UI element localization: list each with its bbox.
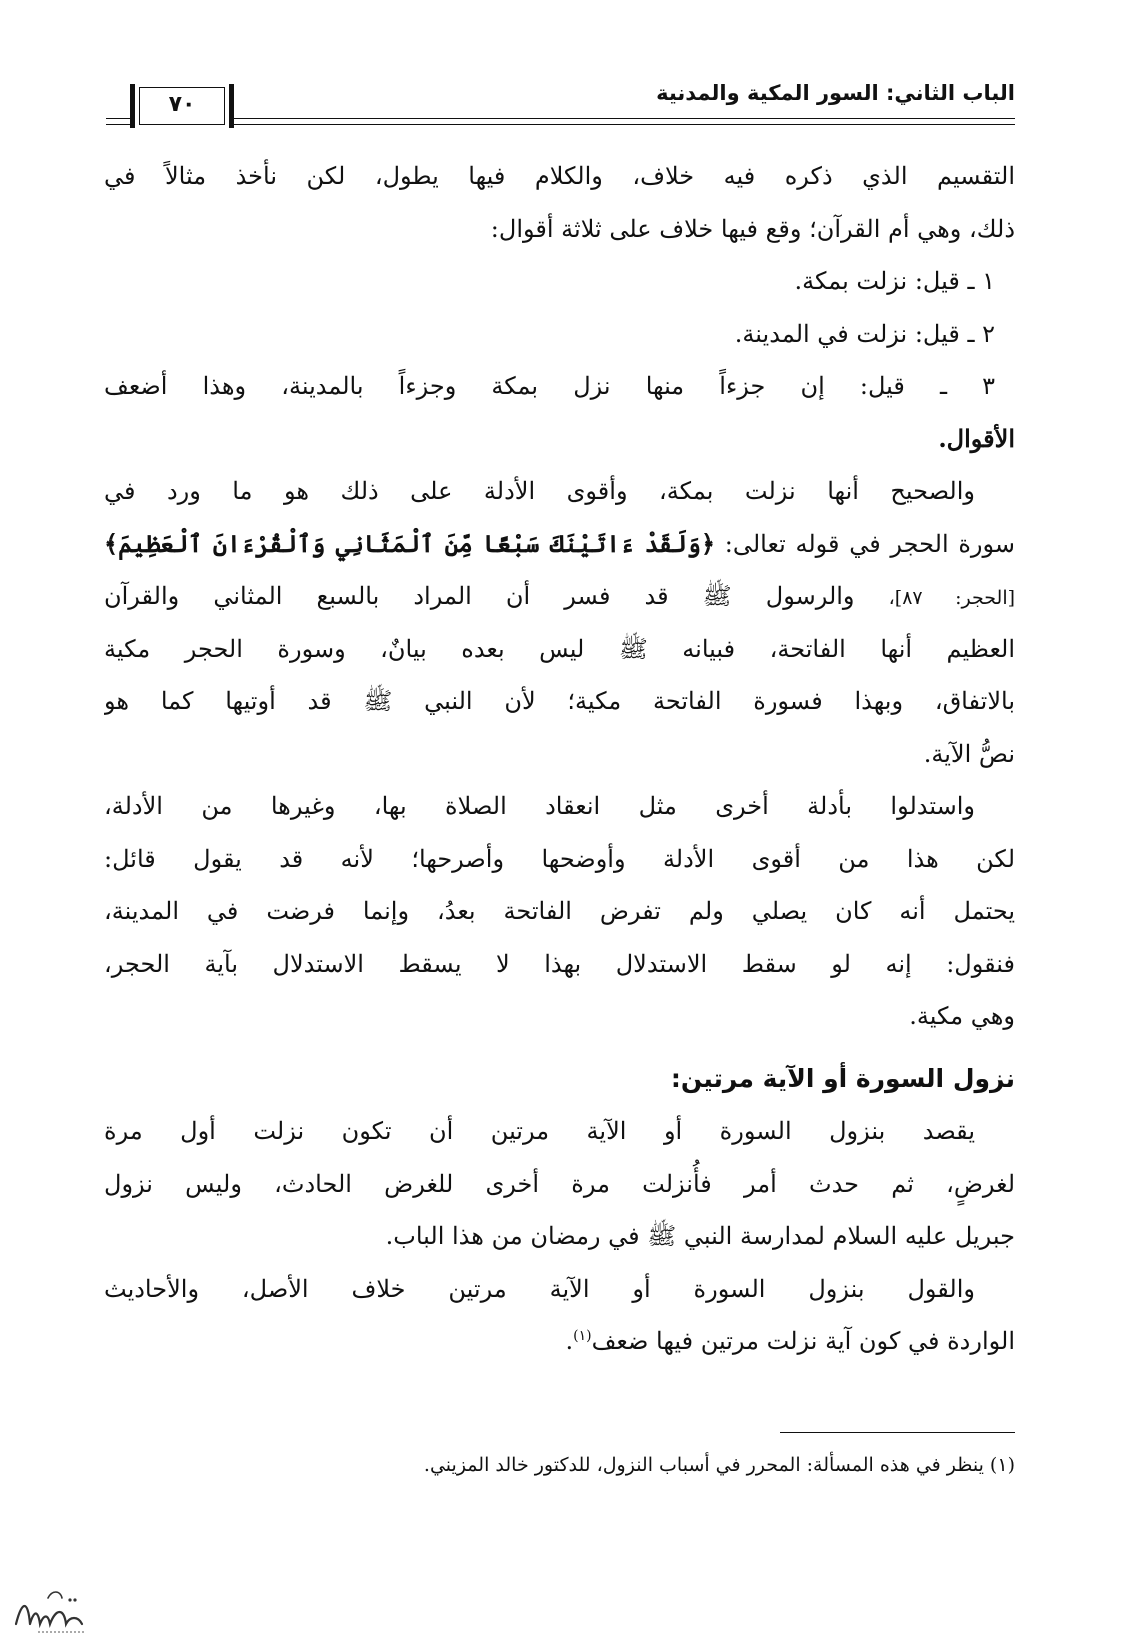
quran-verse: ﴿وَلَقَدْ ءَاتَيْنَكَ سَبْعًا مِّنَ ٱلْمَثَانِي وَٱلْقُرْءَانَ ٱلْعَظِيمَ﴾ [104,528,716,558]
list-item: ١ ـ قيل: نزلت بمكة. [794,267,995,295]
paragraph-line: بالاتفاق، وبهذا فسورة الفاتحة مكية؛ لأن النبي ﷺ قد أوتيها كما هو [104,687,1015,715]
chapter-title: الباب الثاني: السور المكية والمدنية [656,81,1015,105]
paragraph-line: نصُّ الآية. [923,739,1015,768]
list-item: ٣ ـ قيل: إن جزءاً منها نزل بمكة وجزءاً بالمدينة، وهذا أضعف [104,372,996,400]
paragraph-line: والقول بنزول السورة أو الآية مرتين خلاف الأصل، والأحاديث [104,1274,975,1303]
page-number-box [130,84,234,128]
paragraph-line: فنقول: إنه لو سقط الاستدلال بهذا لا يسقط الاستدلال بآية الحجر، [104,949,1015,978]
footnote-separator [780,1432,1015,1433]
paragraph-line: الأقوال. [938,423,1015,453]
section-heading: نزول السورة أو الآية مرتين: [670,1063,1015,1093]
paragraph-line: التقسيم الذي ذكره فيه خلاف، والكلام فيها يطول، لكن نأخذ مثالاً في [104,162,1015,190]
list-item: ٢ ـ قيل: نزلت في المدينة. [734,319,995,348]
paragraph-line [104,1315,1015,1368]
paragraph-line: والصحيح أنها نزلت بمكة، وأقوى الأدلة على ذلك هو ما ورد في [104,477,976,505]
page-body [104,150,1015,1368]
paragraph-text: الواردة في كون آية نزلت مرتين فيها ضعف [591,1327,1015,1355]
paragraph-line: واستدلوا بأدلة أخرى مثل انعقاد الصلاة بها، وغيرها من الأدلة، [104,792,975,820]
paragraph-line: لكن هذا من أقوى الأدلة وأوضحها وأصرحها؛ لأنه قد يقول قائل: [104,844,1015,873]
paragraph-line: يحتمل أنه كان يصلي ولم تفرض الفاتحة بعدُ، وإنما فرضت في المدينة، [104,897,1015,925]
footnote-reference[interactable]: (١) [573,1328,592,1344]
spacer [104,1043,1015,1053]
paragraph-line: وهي مكية. [909,1002,1015,1030]
footnote: (١) ينظر في هذه المسألة: المحرر في أسباب النزول، للدكتور خالد المزيني. [423,1454,1015,1476]
paragraph-line: العظيم أنها الفاتحة، فبيانه ﷺ ليس بعده بيانٌ، وسورة الحجر مكية [104,634,1015,663]
header-rule-bottom [106,124,1015,125]
page-header [106,78,1015,132]
paragraph-line: لغرضٍ، ثم حدث أمر فأُنزلت مرة أخرى للغرض الحادث، وليس نزول [104,1169,1015,1198]
verse-reference: [الحجر: ٨٧]، [888,587,1015,609]
paragraph-line: يقصد بنزول السورة أو الآية مرتين أن تكون نزلت أول مرة [104,1117,975,1145]
paragraph-text: والرسول ﷺ قد فسر أن المراد بالسبع المثاني والقرآن [104,582,855,610]
paragraph-line: جبريل عليه السلام لمدارسة النبي ﷺ في رمضان من هذا الباب. [385,1222,1015,1250]
paragraph-line: ذلك، وهي أم القرآن؛ وقع فيها خلاف على ثلاثة أقوال: [490,214,1015,243]
paragraph-text: سورة الحجر في قوله تعالى: [724,529,1015,558]
watermark-logo [8,1580,98,1640]
paragraph-line [104,570,1015,623]
header-rule-top [106,118,1015,119]
sentence-end: . [565,1327,574,1355]
paragraph-line [104,518,1015,571]
page-number: ٧٠ [168,92,196,117]
